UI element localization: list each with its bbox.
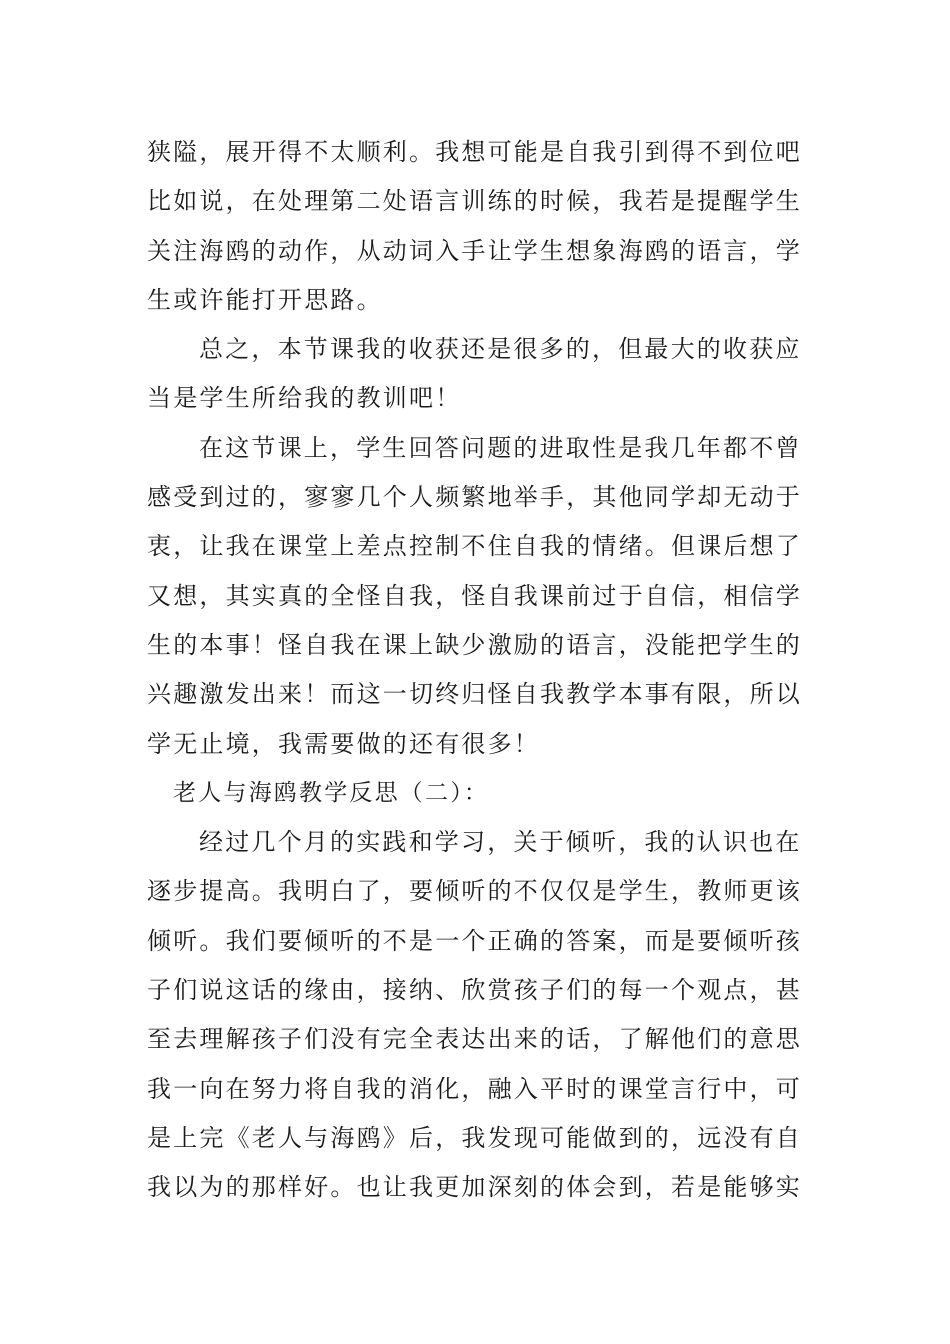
text-line: 子们说这话的缘由，接纳、欣赏孩子们的每一个观点，甚 bbox=[147, 976, 802, 1005]
text-line: 我以为的那样好。也让我更加深刻的体会到，若是能够实 bbox=[147, 1173, 802, 1202]
text-line: 在这节课上，学生回答问题的进取性是我几年都不曾 bbox=[199, 433, 802, 462]
text-line: 经过几个月的实践和学习，关于倾听，我的认识也在 bbox=[199, 828, 802, 857]
text-line: 是上完《老人与海鸥》后，我发现可能做到的，远没有自 bbox=[147, 1123, 802, 1152]
text-line: 学无止境，我需要做的还有很多！ bbox=[147, 729, 540, 758]
document-body bbox=[147, 128, 817, 1213]
text-line: 关注海鸥的动作，从动词入手让学生想象海鸥的语言，学 bbox=[147, 236, 802, 265]
text-line: 又想，其实真的全怪自我，怪自我课前过于自信，相信学 bbox=[147, 581, 802, 610]
text-line: 当是学生所给我的教训吧！ bbox=[147, 384, 462, 413]
text-line: 生或许能打开思路。 bbox=[147, 285, 383, 314]
text-line: 生的本事！怪自我在课上缺少激励的语言，没能把学生的 bbox=[147, 630, 802, 659]
text-line: 倾听。我们要倾听的不是一个正确的答案，而是要倾听孩 bbox=[147, 926, 802, 955]
text-line: 比如说，在处理第二处语言训练的时候，我若是提醒学生 bbox=[147, 187, 802, 216]
text-line: 逐步提高。我明白了，要倾听的不仅仅是学生，教师更该 bbox=[147, 877, 802, 906]
text-line: 总之，本节课我的收获还是很多的，但最大的收获应 bbox=[199, 335, 802, 364]
text-line: 狭隘，展开得不太顺利。我想可能是自我引到得不到位吧 bbox=[147, 138, 802, 166]
section-heading: 老人与海鸥教学反思（二）： bbox=[173, 779, 490, 806]
text-line: 感受到过的，寥寥几个人频繁地举手，其他同学却无动于 bbox=[147, 483, 802, 512]
text-line: 至去理解孩子们没有完全表达出来的话，了解他们的意思 bbox=[147, 1025, 802, 1054]
text-line: 兴趣激发出来！而这一切终归怪自我教学本事有限，所以 bbox=[147, 680, 802, 709]
text-line: 衷，让我在课堂上差点控制不住自我的情绪。但课后想了 bbox=[147, 532, 802, 561]
text-line: 我一向在努力将自我的消化，融入平时的课堂言行中，可 bbox=[147, 1074, 802, 1103]
